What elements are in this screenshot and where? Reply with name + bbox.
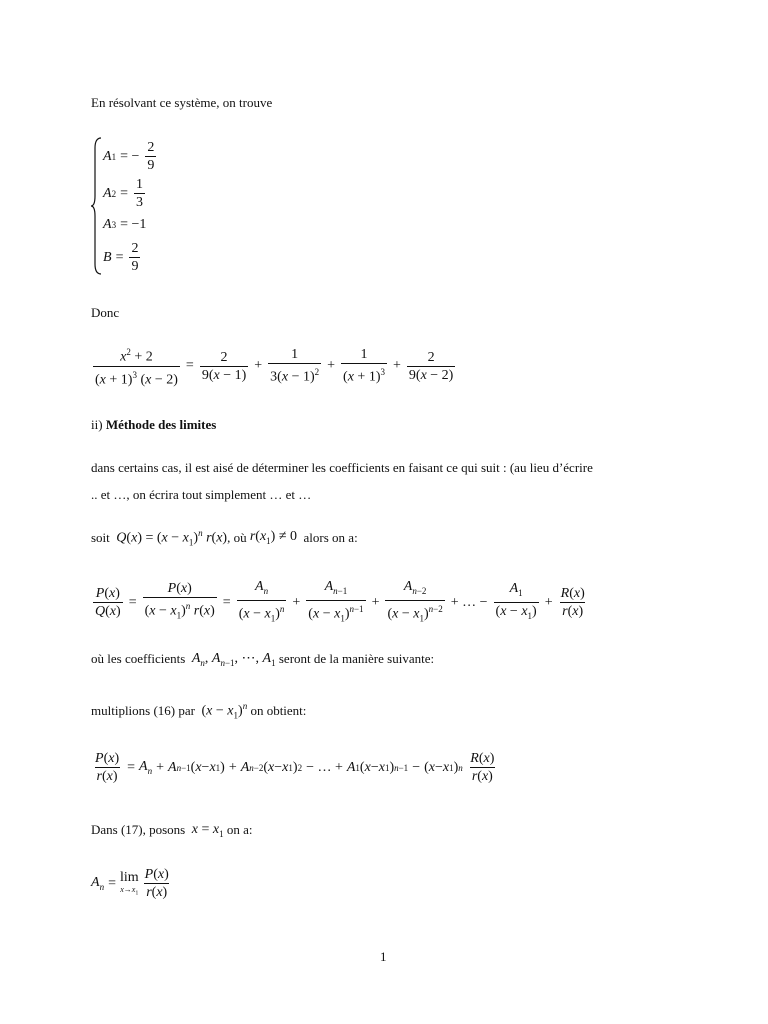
coefficients-line: où les coefficients $A_n$, $A_{n-1}$, ⋯, $A_1$ seront de la manière suivante: xyxy=(91,650,435,668)
pq-decomposition-equation: $\frac{P(x)}{Q(x)}$ = $\frac{P(x)}{(x - x_1)^n r(x)}$ = $\frac{A_n}{(x - x_1)^n}$ + $\frac{A_{n-1}}{(x - x_1)^{n-1}}$ + $\frac{A_{n-2}}{(x - x_1)^{n-2}}$ + … − $\frac{A_1}{(x - x_1)}$ + $\frac{R(x)}{r(x)}$ xyxy=(91,578,589,627)
dans-line: Dans (17), posons $x = x_1$ on a: xyxy=(91,822,253,839)
limit-formula: $A_n$ = lim $x\to x_1$ $\frac{P(x)}{r(x)}$ xyxy=(91,867,169,900)
decomposition-equation: $\frac{x^2 + 2}{(x + 1)^3 (x - 2)}$ = $\frac{2}{9(x - 1)}$ + $\frac{1}{3(x - 1)^2}$ + $\frac{1}{(x + 1)^3}$ + $\frac{2}{9(x - 2)}$ xyxy=(95,347,454,388)
donc-text: Donc xyxy=(91,305,120,320)
system-row-b: B = $\frac{2}{9}$ xyxy=(103,241,139,274)
system-row-a1: A 1 = − $\frac{2}{9}$ xyxy=(103,140,155,173)
system-row-a2: A 2 = $\frac{1}{3}$ xyxy=(103,177,143,210)
section-heading: ii) Méthode des limites xyxy=(91,417,217,432)
pr-equation: $\frac{P(x)}{r(x)}$ = $A_n$ + A n−1 ( x − x 1 ) + A n−2 ( x − x 1 ) 2 − … + A 1 ( x − x 1 ) n−1 − ( x − x 1 ) n $\frac{R(x)}{r(x)}$ xyxy=(95,751,495,784)
left-brace xyxy=(91,136,103,276)
page-number: 1 xyxy=(380,949,387,964)
paragraph-line-2: .. et …, on écrira tout simplement … et … xyxy=(91,487,312,502)
intro-text: En résolvant ce système, on trouve xyxy=(91,95,273,110)
multiplions-line: multiplions (16) par $(x - x_1)^n$ on obtient: xyxy=(91,701,307,721)
system-row-a3: A 3 = −1 xyxy=(103,217,147,232)
soit-line: soit $Q(x) = (x - x_1)^n$ r(x) , où $r(x_1) \ne 0$ alors on a: xyxy=(91,528,358,548)
paragraph-line-1: dans certains cas, il est aisé de déterminer les coefficients en faisant ce qui suit : (au lieu d’écrire xyxy=(91,460,593,475)
